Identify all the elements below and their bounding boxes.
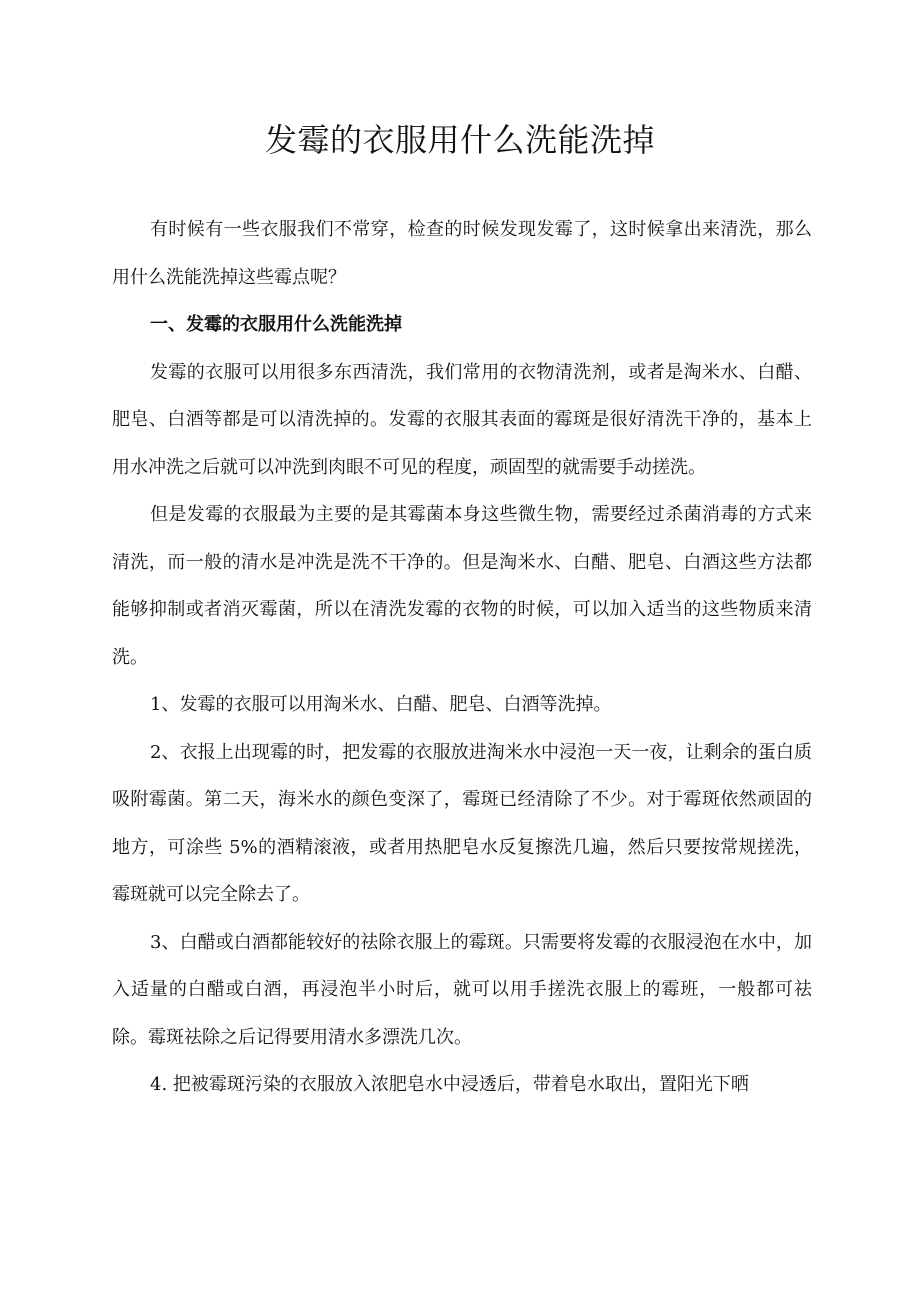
document-body [112,206,812,1109]
body-paragraph: 发霉的衣服可以用很多东西清洗，我们常用的衣物清洗剂，或者是淘米水、白醋、肥皂、白酒等都是可以清洗掉的。发霉的衣服其表面的霉斑是很好清洗干净的，基本上用水冲洗之后就可以冲洗到肉眼不可见的程度，顽固型的就需要手动搓洗。 [112,361,812,478]
body-paragraph: 但是发霉的衣服最为主要的是其霉菌本身这些微生物，需要经过杀菌消毒的方式来清洗，而一般的清水是冲洗是洗不干净的。但是淘米水、白醋、肥皂、白酒这些方法都能够抑制或者消灭霉菌，所以在清洗发霉的衣物的时候，可以加入适当的这些物质来清洗。 [112,504,812,668]
list-item: 3、白醋或白酒都能较好的祛除衣服上的霉斑。只需要将发霉的衣服浸泡在水中，加入适量的白醋或白酒，再浸泡半小时后，就可以用手搓洗衣服上的霉班，一般都可祛除。霉斑祛除之后记得要用清水多漂洗几次。 [112,931,812,1048]
list-item: 4. 把被霉斑污染的衣服放入浓肥皂水中浸透后，带着皂水取出，置阳光下晒 [150,1074,749,1095]
list-item: 1、发霉的衣服可以用淘米水、白醋、肥皂、白酒等洗掉。 [150,694,612,715]
document-title: 发霉的衣服用什么洗能洗掉 [264,121,655,159]
section-heading: 一、发霉的衣服用什么洗能洗掉 [150,314,402,335]
list-item: 2、衣报上出现霉的时，把发霉的衣服放进淘米水中浸泡一天一夜，让剩余的蛋白质吸附霉菌。第二天，海米水的颜色变深了，霉斑已经清除了不少。对于霉斑依然顽固的地方，可涂些 5%的酒精滚液，或者用热肥皂水反复擦洗几遍，然后只要按常规搓洗，霉斑就可以完全除去了。 [112,741,812,905]
intro-paragraph: 有时候有一些衣服我们不常穿，检查的时候发现发霉了，这时候拿出来清洗，那么用什么洗能洗掉这些霉点呢？ [112,219,812,288]
